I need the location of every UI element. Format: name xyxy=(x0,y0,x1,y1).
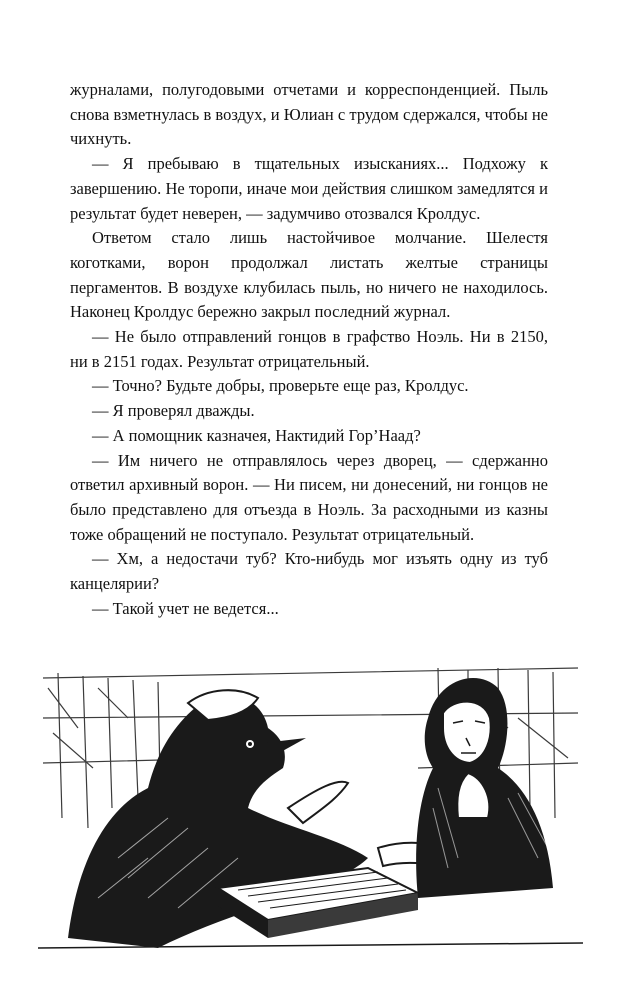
paragraph-1: журналами, полугодовыми отчетами и корреспонденцией. Пыль снова взметнулась в воздух, и Юлиан с трудом сдержался, чтобы не чихнуть. xyxy=(70,80,548,149)
raven-archivist-illustration-icon xyxy=(38,658,583,956)
paragraph-10: — Такой учет не ведется... xyxy=(92,598,279,618)
paragraph-8: — Им ничего не отправлялось через дворец, — сдержанно ответил архивный ворон. — Ни писем, ни донесений, ни гонцов не было представлено для отъезда в Ноэль. За расходными из казны тоже обращений не поступало. Результат отрицательный. xyxy=(70,450,548,544)
paragraph-4: — Не было отправлений гонцов в графство Ноэль. Ни в 2150, ни в 2151 годах. Результат отрицательный. xyxy=(70,327,548,371)
paragraph-3: Ответом стало лишь настойчивое молчание. Шелестя коготками, ворон продолжал листать желтые страницы пергаментов. В воздухе клубилась пыль, но ничего не находилось. Наконец Кролдус бережно закрыл последний журнал. xyxy=(70,228,548,322)
paragraph-5: — Точно? Будьте добры, проверьте еще раз, Кролдус. xyxy=(92,376,469,396)
paragraph-9: — Хм, а недостачи туб? Кто-нибудь мог изъять одну из туб канцелярии? xyxy=(70,549,548,594)
body-text xyxy=(70,78,548,621)
paragraph-7: — А помощник казначея, Нактидий Гор’Наад? xyxy=(92,425,421,445)
paragraph-6: — Я проверял дважды. xyxy=(92,401,255,421)
ink-drawing xyxy=(38,658,583,956)
paragraph-2: — Я пребываю в тщательных изысканиях... Подхожу к завершению. Не торопи, иначе мои действия слишком замедлятся и результат будет неверен, — задумчиво отозвался Кролдус. xyxy=(70,154,548,223)
